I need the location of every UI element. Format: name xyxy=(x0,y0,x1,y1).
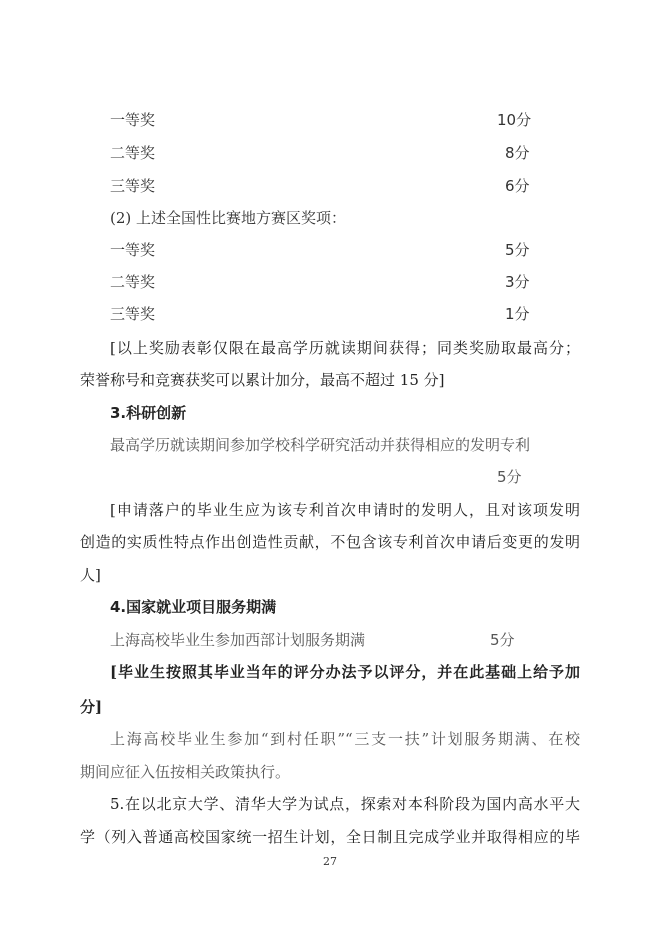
note-line: 人] xyxy=(80,566,101,584)
award-label: 三等奖 xyxy=(110,177,156,195)
paragraph-line: 上海高校毕业生参加“到村任职”“三支一扶”计划服务期满、在校 xyxy=(110,730,580,748)
award-label: 一等奖 xyxy=(110,111,156,129)
awards-note-line: 荣誉称号和竞赛获奖可以累计加分，最高不超过 15 分] xyxy=(80,371,445,389)
section-item: 上海高校毕业生参加西部计划服务期满 xyxy=(110,631,366,649)
regional-heading: (2) 上述全国性比赛地方赛区奖项： xyxy=(110,209,347,227)
paragraph-line: 5.在以北京大学、清华大学为试点，探索对本科阶段为国内高水平大 xyxy=(110,795,580,813)
item-score: 5分 xyxy=(490,631,515,649)
award-score: 10分 xyxy=(497,111,532,129)
note-line: [申请落户的毕业生应为该专利首次申请时的发明人，且对该项发明 xyxy=(110,501,580,519)
page-number: 27 xyxy=(323,855,337,868)
award-label: 三等奖 xyxy=(110,305,156,323)
note-line: 分] xyxy=(80,698,103,716)
item-score: 5分 xyxy=(497,468,522,486)
award-label: 一等奖 xyxy=(110,241,156,259)
paragraph-line: 学（列入普通高校国家统一招生计划，全日制且完成学业并取得相应的毕 xyxy=(80,828,580,846)
section-heading: 3.科研创新 xyxy=(110,404,187,422)
award-label: 二等奖 xyxy=(110,273,156,291)
award-label: 二等奖 xyxy=(110,144,156,162)
award-score: 6分 xyxy=(505,177,530,195)
section-heading: 4.国家就业项目服务期满 xyxy=(110,598,277,616)
awards-note-line: [以上奖励表彰仅限在最高学历就读期间获得；同类奖励取最高分； xyxy=(110,339,580,357)
award-score: 8分 xyxy=(505,144,530,162)
note-line: 创造的实质性特点作出创造性贡献，不包含该专利首次申请后变更的发明 xyxy=(80,533,580,551)
award-score: 3分 xyxy=(505,273,530,291)
award-score: 1分 xyxy=(505,305,530,323)
award-score: 5分 xyxy=(505,241,530,259)
paragraph-line: 期间应征入伍按相关政策执行。 xyxy=(80,763,291,781)
section-item: 最高学历就读期间参加学校科学研究活动并获得相应的发明专利 xyxy=(110,436,531,454)
note-line: [毕业生按照其毕业当年的评分办法予以评分，并在此基础上给予加 xyxy=(110,663,580,681)
